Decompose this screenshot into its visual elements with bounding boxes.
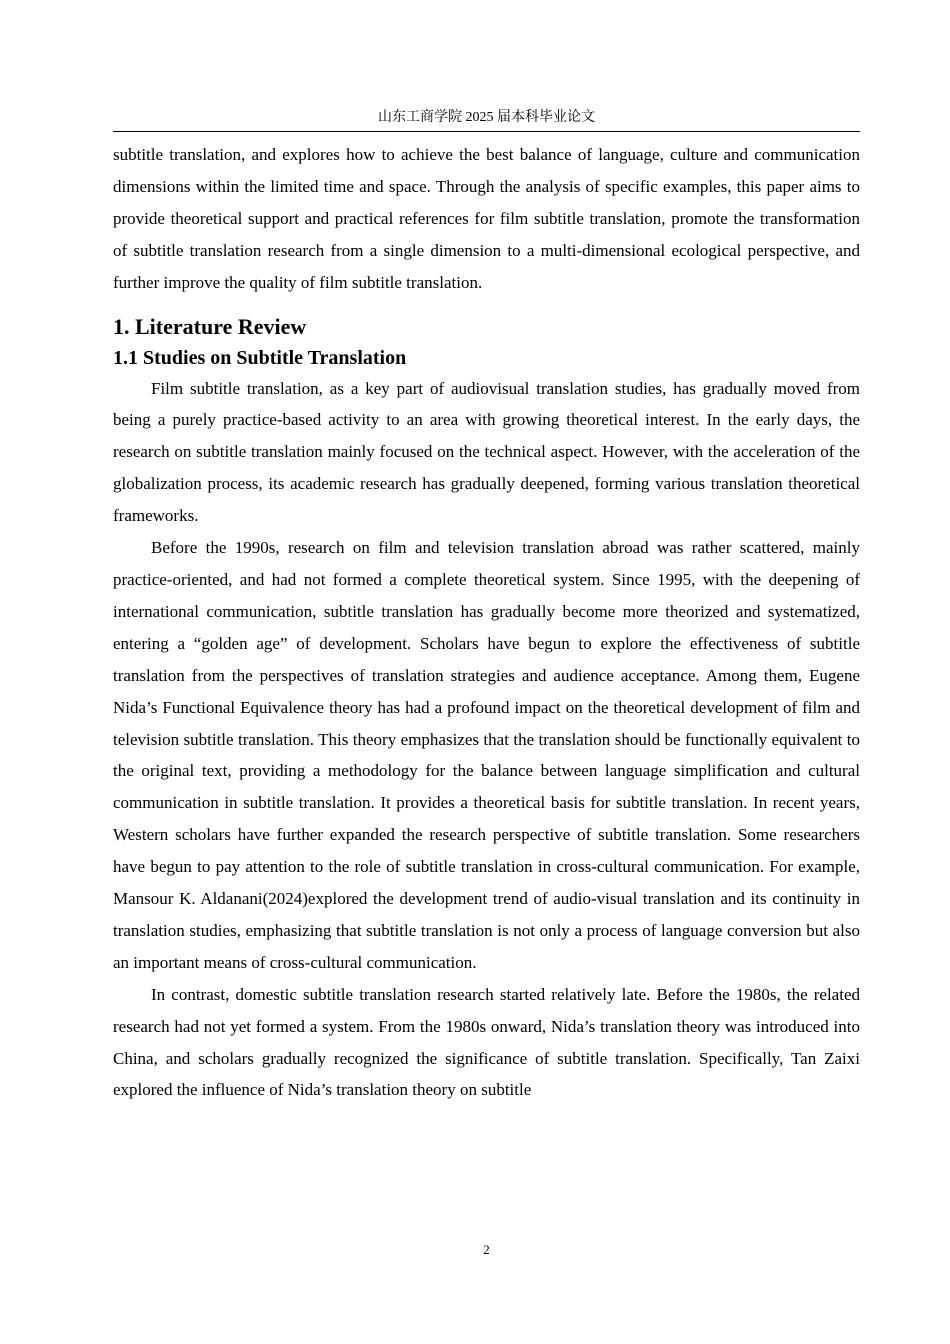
subsection-heading-subtitle-translation: 1.1 Studies on Subtitle Translation bbox=[113, 346, 407, 369]
running-header: 山东工商学院 2025 届本科毕业论文 bbox=[378, 110, 595, 125]
body-paragraph: Film subtitle translation, as a key part of audiovisual translation studies, has gradually moved from being a purely practice-based activity to an area with growing theoretical interest. In the early days, the research on subtitle translation mainly focused on the technical aspect. However, with the acceleration of the globalization process, its academic research has gradually deepened, forming various translation theoretical frameworks. bbox=[113, 378, 860, 526]
section-heading-literature-review: 1. Literature Review bbox=[113, 313, 307, 339]
page-body bbox=[113, 139, 860, 1106]
header-rule bbox=[113, 131, 860, 132]
page-number: 2 bbox=[483, 1242, 490, 1257]
body-paragraph: Before the 1990s, research on film and television translation abroad was rather scattered, mainly practice-oriented, and had not formed a complete theoretical system. Since 1995, with the deepening of international communication, subtitle translation has gradually become more theorized and systematized, entering a “golden age” of development. Scholars have begun to explore the effectiveness of subtitle translation from the perspectives of translation strategies and audience acceptance. Among them, Eugene Nida’s Functional Equivalence theory has had a profound impact on the theoretical development of film and television subtitle translation. This theory emphasizes that the translation should be functionally equivalent to the original text, providing a methodology for the balance between language simplification and cultural communication in subtitle translation. It provides a theoretical basis for subtitle translation. In recent years, Western scholars have further expanded the research perspective of subtitle translation. Some researchers have begun to pay attention to the role of subtitle translation in cross-cultural communication. For example, Mansour K. Aldanani(2024)explored the development trend of audio-visual translation and its continuity in translation studies, emphasizing that subtitle translation is not only a process of language conversion but also an important means of cross-cultural communication. bbox=[113, 538, 860, 972]
body-paragraph: In contrast, domestic subtitle translation research started relatively late. Before the 1980s, the related research had not yet formed a system. From the 1980s onward, Nida’s translation theory was introduced into China, and scholars gradually recognized the significance of subtitle translation. Specifically, Tan Zaixi explored the influence of Nida’s translation theory on subtitle bbox=[113, 984, 860, 1100]
intro-continuation-paragraph: subtitle translation, and explores how to achieve the best balance of language, culture and communication dimensions within the limited time and space. Through the analysis of specific examples, this paper aims to provide theoretical support and practical references for film subtitle translation, promote the transformation of subtitle translation research from a single dimension to a multi-dimensional ecological perspective, and further improve the quality of film subtitle translation. bbox=[113, 145, 860, 292]
